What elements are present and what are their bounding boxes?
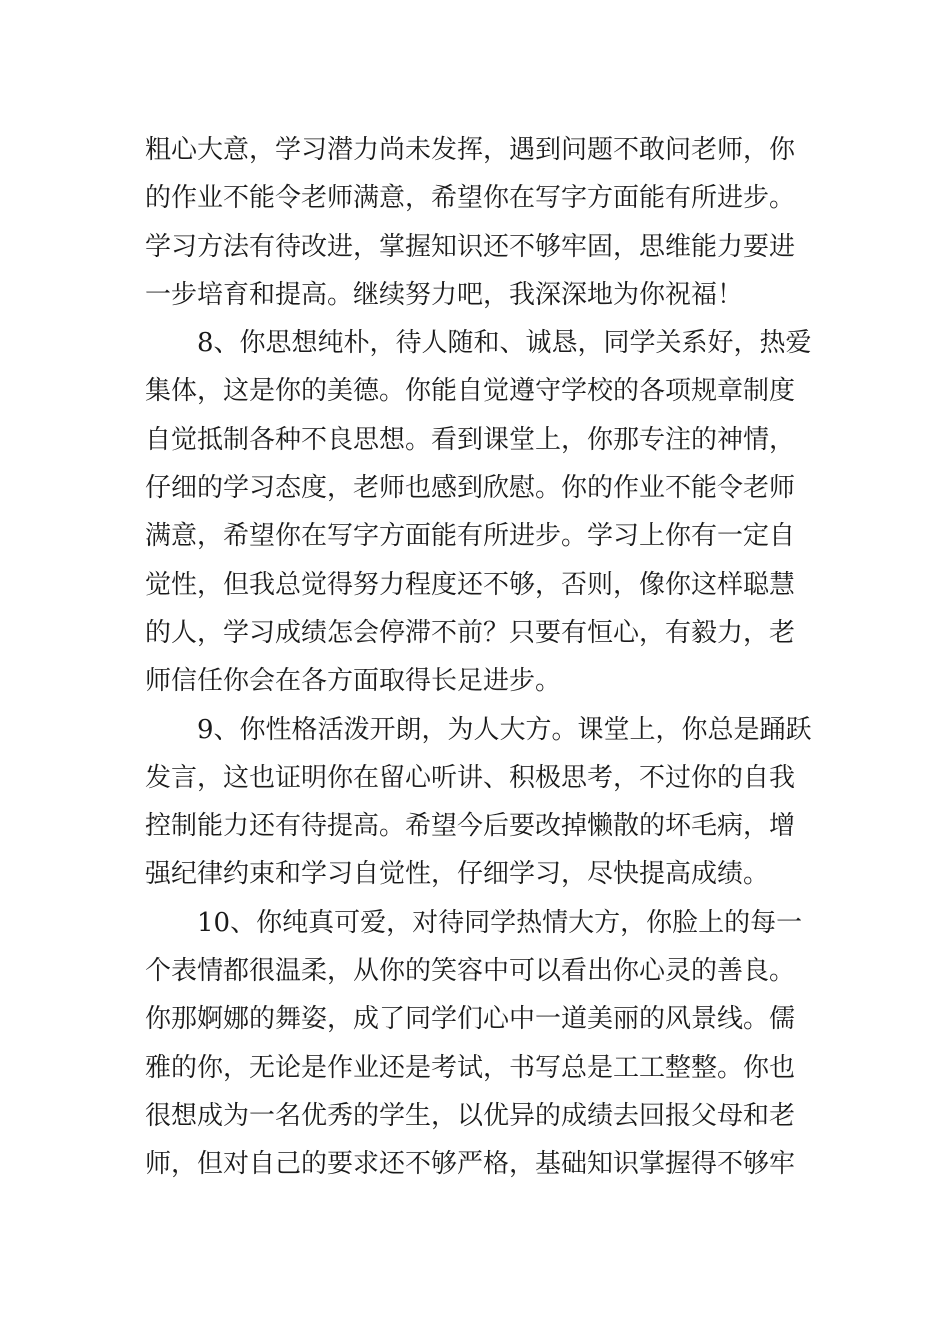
text-line: 师信任你会在各方面取得长足进步。 — [145, 666, 562, 697]
paragraph-start-10: 10、你纯真可爱，对待同学热情大方，你脸上的每一 — [197, 907, 803, 938]
text-line: 师，但对自己的要求还不够严格，基础知识掌握得不够牢 — [145, 1149, 796, 1180]
text-line: 仔细的学习态度，老师也感到欣慰。你的作业不能令老师 — [145, 473, 796, 504]
text-line: 觉性，但我总觉得努力程度还不够，否则，像你这样聪慧 — [145, 569, 796, 600]
text-line: 你那婀娜的舞姿，成了同学们心中一道美丽的风景线。儒 — [145, 1004, 796, 1035]
text-line: 学习方法有待改进，掌握知识还不够牢固，思维能力要进 — [145, 231, 796, 262]
paragraph-start-8: 8、你思想纯朴，待人随和、诚恳，同学关系好，热爱 — [197, 328, 812, 359]
text-line: 自觉抵制各种不良思想。看到课堂上，你那专注的神情， — [145, 424, 796, 455]
text-line: 发言，这也证明你在留心听讲、积极思考，不过你的自我 — [145, 762, 796, 793]
paragraph-start-9: 9、你性格活泼开朗，为人大方。课堂上，你总是踊跃 — [197, 714, 812, 745]
document-body — [145, 126, 810, 1189]
text-line: 雅的你，无论是作业还是考试，书写总是工工整整。你也 — [145, 1052, 796, 1083]
text-line: 集体，这是你的美德。你能自觉遵守学校的各项规章制度 — [145, 376, 796, 407]
text-line: 强纪律约束和学习自觉性，仔细学习，尽快提高成绩。 — [145, 859, 770, 890]
text-line: 控制能力还有待提高。希望今后要改掉懒散的坏毛病，增 — [145, 811, 796, 842]
text-line: 粗心大意，学习潜力尚未发挥，遇到问题不敢问老师，你 — [145, 135, 796, 165]
text-line: 一步培育和提高。继续努力吧，我深深地为你祝福！ — [145, 279, 744, 310]
text-line: 个表情都很温柔，从你的笑容中可以看出你心灵的善良。 — [145, 956, 796, 987]
text-line: 很想成为一名优秀的学生，以优异的成绩去回报父母和老 — [145, 1100, 796, 1131]
text-line: 的作业不能令老师满意，希望你在写字方面能有所进步。 — [145, 183, 796, 214]
text-line: 满意，希望你在写字方面能有所进步。学习上你有一定自 — [145, 521, 796, 552]
text-line: 的人，学习成绩怎会停滞不前？只要有恒心，有毅力，老 — [145, 617, 796, 648]
